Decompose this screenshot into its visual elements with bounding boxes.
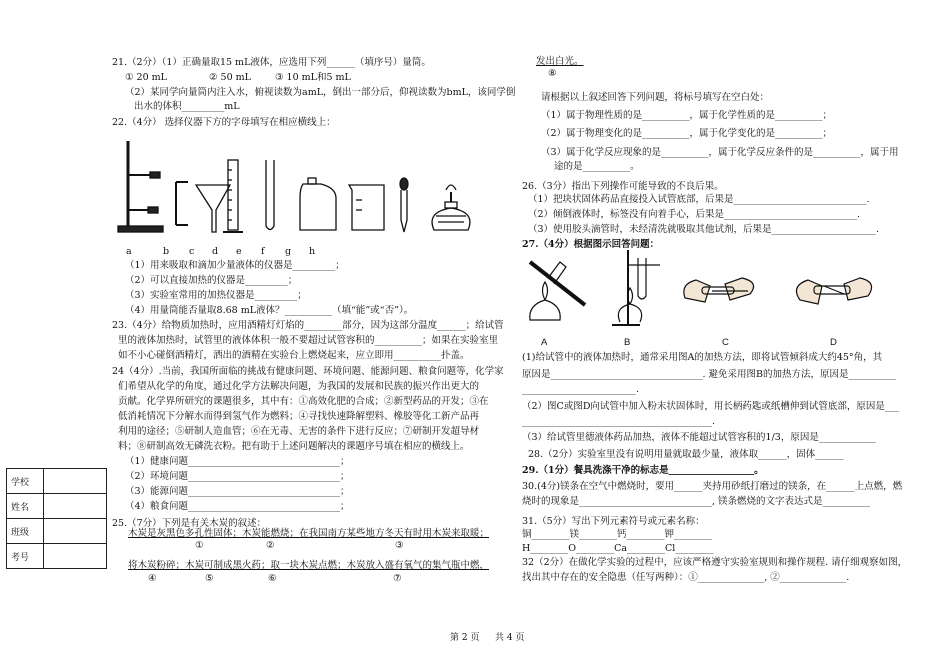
dropper-icon: [400, 178, 408, 232]
info-field-exam-number[interactable]: [44, 544, 107, 569]
q24-line3: 贡献。化学界所研究的课题很多，其中有：①高效化肥的合成；②新型药品的开发；③在: [118, 396, 489, 407]
instrument-letter-g: g: [285, 246, 292, 257]
q24-answer-2: （2）环境问题________________________________；: [125, 471, 350, 482]
add-powder-spatula-icon: [684, 278, 754, 302]
instrument-letter-b: b: [163, 246, 170, 257]
funnel-icon: [196, 185, 230, 232]
q22-line1: （1）用来吸取和滴加少量液体的仪器是_________；: [125, 260, 345, 271]
page-total: 共 4 页: [495, 633, 525, 643]
q31-row2: H________O________Ca________Cl________: [522, 543, 714, 554]
q21-option-1: ① 20 mL: [125, 72, 167, 83]
q25-mark-5: ⑤: [205, 573, 214, 584]
q22-line3: （3）实验室常用的加热仪器是_________；: [125, 290, 307, 301]
q27-line1: (1)给试管中的液体加热时，通常采用图A的加热方法，即将试管倾斜成大约45°角，其: [522, 352, 883, 363]
q21-line1: 21.（2分）（1）正确量取15 mL液体，应选用下列______（填序号）量筒。: [112, 57, 431, 68]
q21-line2: （2）某同学向量筒内注入水，俯视读数为amL，倒出一部分后，仰视读数为bmL，该同学倒: [125, 87, 516, 98]
q25-mark-2: ②: [266, 540, 275, 551]
q25-answer-2: （2）属于物理变化的是__________，属于化学变化的是__________；: [541, 128, 833, 139]
instrument-letter-c: c: [189, 246, 195, 257]
heating-method-b-icon: [612, 250, 660, 325]
add-powder-trough-icon: [796, 278, 871, 304]
q32-line1: 32（2分）在做化学实验的过程中，应该严格遵守实验室规则和操作规程. 请仔细观察如图，: [522, 557, 908, 568]
q27-line5: ________________________________________.: [522, 416, 716, 427]
q23-line3: 如不小心碰倒酒精灯，洒出的酒精在实验台上燃烧起来，应立即用__________扑盖。: [118, 350, 470, 361]
q25-answer-3: （3）属于化学反应现象的是__________，属于化学反应条件的是__________，属于用: [541, 147, 899, 158]
q25-answer-4: 途的是__________。: [554, 161, 640, 172]
figure-label-c: C: [722, 337, 729, 348]
q25-row1: 木炭是灰黑色多孔性固体；木炭能燃烧；在我国南方某些地方冬天有时用木炭来取暖；: [128, 528, 490, 539]
q29: 29.（1分）餐具洗涤干净的标志是__________________。: [522, 465, 764, 476]
q25-row2: 将木炭粉碎；木炭可制成黑火药；取一块木炭点燃；木炭放入盛有氧气的集气瓶中燃，: [128, 560, 490, 571]
info-row-name: [7, 494, 107, 519]
q28: 28.（2分）实验室里没有说明用量就取最少量，液体取______，固体______: [528, 449, 844, 460]
tongs-icon: [176, 182, 188, 225]
q25-continued-top: 发出白光。: [536, 56, 584, 67]
info-row-school: [7, 469, 107, 494]
q22-line4: （4）用量筒能否量取8.68 mL液体？__________（填“能”或“否”）。: [125, 305, 414, 316]
figure-label-b: B: [624, 337, 631, 348]
q27-line2: 原因是________________________________. 避免采用图B的加热方法，原因是__________: [522, 369, 897, 380]
info-row-exam-number: [7, 544, 107, 569]
info-row-class: [7, 519, 107, 544]
instrument-letter-d: d: [212, 246, 219, 257]
q27-title: 27.（4分）根据图示回答问题：: [522, 239, 660, 250]
info-label-school: 学校: [7, 469, 44, 494]
q24-line2: 们希望从化学的角度，通过化学方法解决问题，为我国的发展和民族的振兴作出更大的: [118, 381, 480, 392]
q31-title: 31.（5分）写出下列元素符号或元素名称：: [522, 516, 705, 527]
info-field-school[interactable]: [44, 469, 107, 494]
info-field-class[interactable]: [44, 519, 107, 544]
q25-mark-3: ③: [395, 540, 404, 551]
q25-mark-7: ⑦: [393, 573, 402, 584]
test-tube-icon: [266, 160, 274, 230]
q22-title: 22.（4分） 选择仪器下方的字母填写在相应横线上：: [112, 117, 336, 128]
heating-method-a-icon: [530, 262, 585, 320]
q26-title: 26.（3分）指出下列操作可能导致的不良后果。: [522, 181, 724, 192]
q30-line2: 烧时的现象是____________________________, 镁条燃烧的文字表达式是__________: [522, 496, 871, 507]
q24-line4: 低消耗情况下分解水而得到氢气作为燃料；④寻找快速降解塑料、橡胶等化工新产品再: [118, 411, 480, 422]
instrument-letter-h: h: [309, 246, 316, 257]
info-label-class: 班级: [7, 519, 44, 544]
q24-answer-3: （3）能源问题________________________________；: [125, 486, 350, 497]
q24-answer-1: （1）健康问题________________________________；: [125, 456, 350, 467]
iron-stand-icon: [118, 141, 163, 232]
q26-line3: （3）使用胶头滴管时，未经清洗就吸取其他试剂，后果是______________________.: [528, 224, 880, 235]
beaker-icon: [349, 185, 384, 230]
reagent-bottle-icon: [300, 178, 336, 230]
graduated-cylinder-icon: [223, 160, 243, 232]
student-info-table: [6, 468, 107, 569]
alcohol-lamp-icon: [432, 185, 470, 230]
q26-line1: （1）把块状固体药品直接投入试管底部，后果是____________________________.: [528, 194, 870, 205]
q27-line6: （3）给试管里德液体药品加热，液体不能超过试管容积的1/3，原因是____________: [522, 432, 876, 443]
q32-line2: 找出其中存在的安全隐患（任写两种）：①______________, ②______________.: [522, 572, 850, 583]
page-number: 第 2 页: [450, 633, 480, 643]
instrument-letter-e: e: [236, 246, 242, 257]
q21-line3: 出水的体积_________mL: [134, 101, 240, 112]
q25-mark-4: ④: [148, 573, 157, 584]
q31-row1: 铜________镁________钙________钾________: [522, 529, 713, 540]
q25-title: 25.（7分）下列是有关木炭的叙述：: [112, 518, 267, 529]
figure-label-a: A: [541, 337, 548, 348]
q24-line5: 利用的途径；⑤研制人造血管；⑥在无毒、无害的条件下进行反应；⑦研制开发超导材: [118, 426, 480, 437]
q23-line2: 里的液体加热时，试管里的液体体积一般不要超过试管容积的__________；如果在实验室里: [118, 335, 499, 346]
instrument-letter-f: f: [261, 246, 265, 257]
q21-option-3: ③ 10 mL和5 mL: [275, 72, 351, 83]
info-label-name: 姓名: [7, 494, 44, 519]
q24-line6: 料；⑧研制高效无磷洗衣粉。把有助于上述问题解决的课题序号填在相应的横线上。: [118, 441, 470, 452]
q23-line1: 23.（4分）给物质加热时，应用酒精灯灯焰的________部分，因为这部分温度______；给试管: [112, 320, 504, 331]
info-label-exam-number: 考号: [7, 544, 44, 569]
q25-answer-1: （1）属于物理性质的是__________，属于化学性质的是__________；: [541, 110, 833, 121]
q25-mark-8: ⑧: [548, 68, 557, 79]
q25-mark-6: ⑥: [268, 573, 277, 584]
q22-line2: （2）可以直接加热的仪器是_________；: [125, 275, 298, 286]
q26-line2: （2）倾倒液体时，标签没有向着手心，后果是____________________________.: [528, 209, 861, 220]
q24-line1: 24（4分）.当前，我国所面临的挑战有健康问题、环境问题、能源问题、粮食问题等，化学家: [112, 366, 504, 377]
q27-line3: ________________________.: [522, 384, 640, 395]
q24-answer-4: （4）粮食问题________________________________；: [125, 501, 350, 512]
q25-intro: 请根据以上叙述回答下列问题，将标号填写在空白处：: [541, 92, 770, 103]
q21-option-2: ② 50 mL: [209, 72, 251, 83]
q30-line1: 30.(4分)镁条在空气中燃烧时，要用______夹持用砂纸打磨过的镁条，在______上点燃，燃: [522, 481, 903, 492]
q25-mark-1: ①: [195, 540, 204, 551]
figure-label-d: D: [830, 337, 837, 348]
info-field-name[interactable]: [44, 494, 107, 519]
instrument-letter-a: a: [126, 246, 132, 257]
q27-line4: （2）图C或图D向试管中加入粉末状固体时，用长柄药匙或纸槽伸到试管底部，原因是___: [522, 401, 900, 412]
